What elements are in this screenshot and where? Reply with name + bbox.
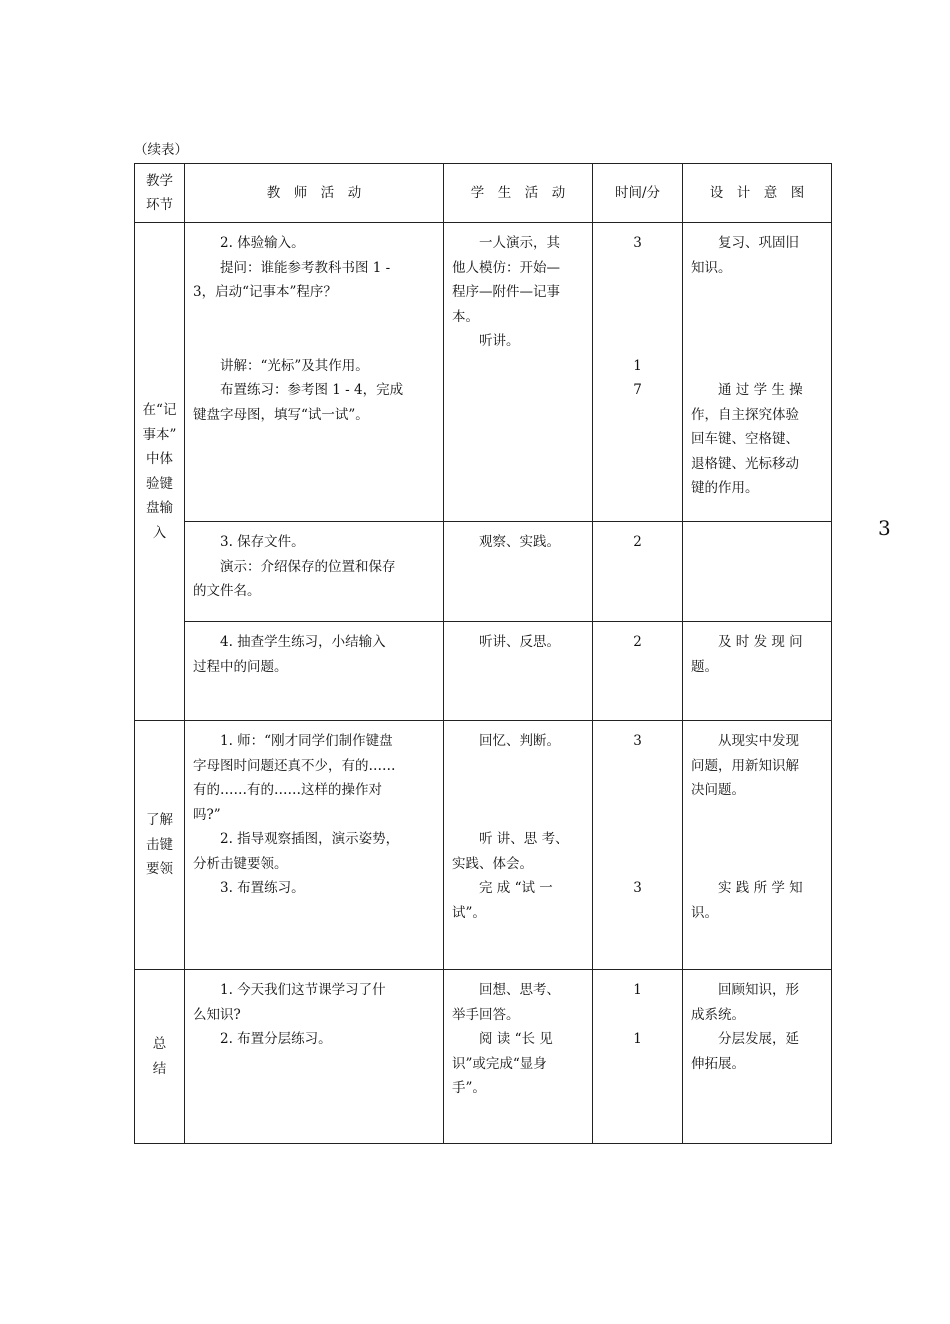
stage-line: 验键 <box>146 475 173 492</box>
text-line: 识”或完成“显身 <box>452 1055 547 1072</box>
time-cell <box>593 622 683 721</box>
text-line: 决问题。 <box>691 782 745 798</box>
design-intent-cell <box>683 721 832 970</box>
text-line: 成系统。 <box>691 1006 745 1023</box>
stage-line: 总 <box>152 1036 167 1052</box>
time-value: 3 <box>633 880 642 896</box>
header-student: 学 生 活 动 <box>444 164 593 223</box>
text-line: 手”。 <box>452 1080 486 1096</box>
text-line: 观察、实践。 <box>479 534 560 550</box>
time-value: 3 <box>633 733 642 749</box>
text-line: 2. 布置分层练习。 <box>220 1031 332 1047</box>
text-line: 讲解：“光标”及其作用。 <box>220 357 369 374</box>
lesson-plan-table <box>134 163 832 1144</box>
text-line: 分层发展，延 <box>718 1031 799 1047</box>
text-line: 伸拓展。 <box>691 1055 745 1072</box>
table-row <box>135 522 832 622</box>
stage-line: 入 <box>152 524 167 541</box>
text-line: 3. 布置练习。 <box>220 880 305 896</box>
time-value: 7 <box>633 382 642 398</box>
stage-line: 击键 <box>146 836 173 853</box>
design-intent-cell <box>683 970 832 1144</box>
stage-cell-keystroke <box>135 721 185 970</box>
time-value: 2 <box>633 534 642 550</box>
text-line: 识。 <box>691 904 718 921</box>
text-line: 问题，用新知识解 <box>691 757 799 774</box>
text-line: 题。 <box>691 658 718 675</box>
text-line: 回车键、空格键、 <box>691 431 799 447</box>
text-line: 及 时 发 现 问 <box>718 634 803 650</box>
header-stage <box>135 164 185 223</box>
text-line: 复习、巩固旧 <box>718 235 799 251</box>
text-line: 演示：介绍保存的位置和保存 <box>220 558 396 575</box>
text-line: 作，自主探究体验 <box>691 406 799 423</box>
design-intent-cell <box>683 622 832 721</box>
text-line: 知识。 <box>691 259 732 276</box>
teacher-activity-cell <box>185 622 444 721</box>
text-line: 1. 今天我们这节课学习了什 <box>220 982 386 998</box>
stage-line: 结 <box>152 1060 167 1077</box>
student-activity-cell <box>444 622 593 721</box>
time-value: 2 <box>633 634 642 650</box>
text-line: 2. 指导观察插图，演示姿势， <box>220 831 400 847</box>
time-value: 1 <box>633 1031 642 1047</box>
text-line: 他人模仿：开始— <box>452 259 560 276</box>
text-line: 么知识? <box>193 1006 241 1023</box>
time-value: 1 <box>633 357 642 374</box>
stage-line: 盘输 <box>146 500 173 516</box>
header-row <box>135 164 832 223</box>
time-value: 1 <box>633 982 642 998</box>
stage-line: 要领 <box>146 861 173 878</box>
teacher-activity-cell <box>185 223 444 522</box>
stage-line: 事本” <box>142 426 177 443</box>
time-cell <box>593 721 683 970</box>
text-line: 的文件名。 <box>193 583 261 599</box>
text-line: 退格键、光标移动 <box>691 455 799 472</box>
text-line: 听讲。 <box>479 333 520 349</box>
table-row <box>135 223 832 522</box>
header-stage-line: 教学 <box>146 172 173 189</box>
text-line: 3. 保存文件。 <box>220 534 305 550</box>
text-line: 阅 读 “长 见 <box>479 1031 553 1047</box>
time-value: 3 <box>633 235 642 251</box>
text-line: 分析击键要领。 <box>193 855 288 872</box>
text-line: 布置练习：参考图 1 - 4，完成 <box>220 382 404 398</box>
time-cell <box>593 223 683 522</box>
text-line: 举手回答。 <box>452 1006 520 1023</box>
text-line: 3，启动“记事本”程序？ <box>193 284 337 300</box>
text-line: 字母图时问题还真不少，有的…… <box>193 757 396 774</box>
student-activity-cell <box>444 522 593 622</box>
text-line: 1. 师：“刚才同学们制作键盘 <box>220 733 393 749</box>
text-line: 听讲、反思。 <box>479 634 560 650</box>
text-line: 键的作用。 <box>691 480 759 496</box>
text-line: 完 成 “试 一 <box>479 880 553 896</box>
text-line: 2. 体验输入。 <box>220 235 305 251</box>
text-line: 本。 <box>452 308 479 325</box>
page-number: 3 <box>878 516 891 540</box>
design-intent-cell <box>683 522 832 622</box>
text-line: 实践、体会。 <box>452 855 533 872</box>
teacher-activity-cell <box>185 522 444 622</box>
table-row <box>135 622 832 721</box>
header-design: 设 计 意 图 <box>683 164 832 223</box>
text-line: 实 践 所 学 知 <box>718 880 803 896</box>
design-intent-cell <box>683 223 832 522</box>
student-activity-cell <box>444 970 593 1144</box>
time-cell <box>593 970 683 1144</box>
text-line: 试”。 <box>452 904 486 921</box>
text-line: 回忆、判断。 <box>479 733 560 749</box>
text-line: 回想、思考、 <box>479 982 560 998</box>
text-line: 过程中的问题。 <box>193 658 288 675</box>
stage-line: 中体 <box>146 451 173 467</box>
text-line: 通 过 学 生 操 <box>718 382 803 398</box>
header-time: 时间/分 <box>593 164 683 223</box>
stage-line: 了解 <box>146 812 173 829</box>
text-line: 吗?” <box>193 806 221 823</box>
table-caption: （续表） <box>134 142 188 158</box>
stage-cell-summary <box>135 970 185 1144</box>
header-teacher: 教 师 活 动 <box>185 164 444 223</box>
student-activity-cell <box>444 223 593 522</box>
text-line: 键盘字母图，填写“试一试”。 <box>193 406 369 423</box>
text-line: 一人演示，其 <box>479 235 560 251</box>
header-stage-line: 环节 <box>146 197 173 213</box>
text-line: 从现实中发现 <box>718 733 799 749</box>
teacher-activity-cell <box>185 970 444 1144</box>
student-activity-cell <box>444 721 593 970</box>
text-line: 4. 抽查学生练习，小结输入 <box>220 634 386 650</box>
text-line: 提问：谁能参考教科书图 1 - <box>220 259 391 276</box>
teacher-activity-cell <box>185 721 444 970</box>
text-line: 回顾知识，形 <box>718 982 799 998</box>
stage-line: 在“记 <box>142 402 177 418</box>
table-row <box>135 970 832 1144</box>
text-line: 有的……有的……这样的操作对 <box>193 782 382 798</box>
stage-cell-notepad <box>135 223 185 721</box>
text-line: 程序—附件—记事 <box>452 284 560 300</box>
text-line: 听 讲、思 考、 <box>479 831 569 847</box>
time-cell <box>593 522 683 622</box>
table-row <box>135 721 832 970</box>
